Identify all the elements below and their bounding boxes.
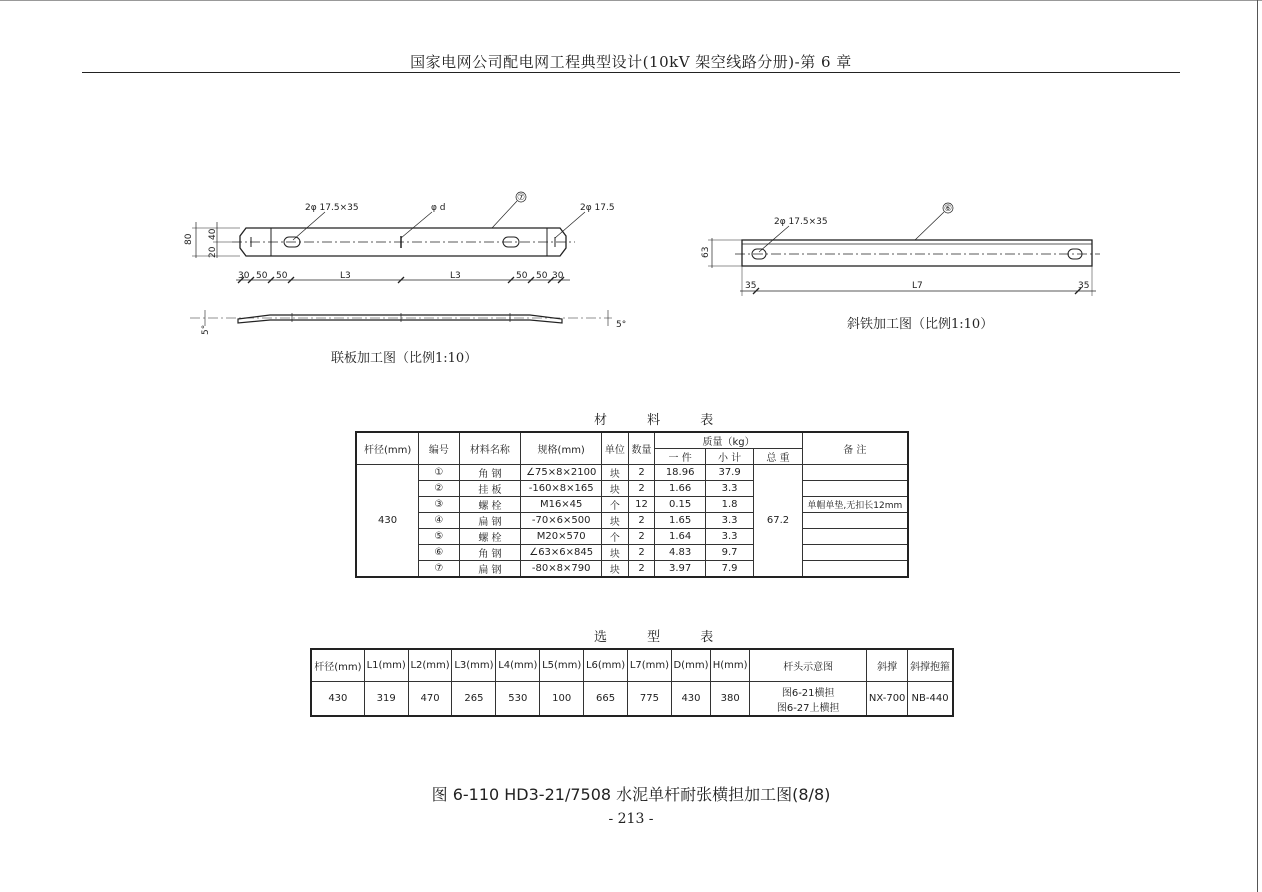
cell-each: 3.97 bbox=[655, 561, 706, 578]
table-row bbox=[356, 481, 908, 497]
table-row bbox=[356, 545, 908, 561]
cell-no: ⑤ bbox=[419, 529, 459, 545]
cell-qty: 2 bbox=[628, 513, 655, 529]
cell-each: 18.96 bbox=[655, 465, 706, 481]
col-diameter: 杆径(mm) bbox=[356, 432, 419, 465]
sel-col-clamp: 斜撑抱箍 bbox=[908, 649, 953, 682]
dim-h-4: L3 bbox=[340, 271, 351, 281]
col-no: 编号 bbox=[419, 432, 459, 465]
cell-spec: -160×8×165 bbox=[521, 481, 602, 497]
dim-h-8: 30 bbox=[552, 271, 564, 281]
sel-cell: 100 bbox=[540, 682, 584, 717]
left-end-hole-callout: 2φ 17.5 bbox=[580, 203, 615, 213]
cell-qty: 2 bbox=[628, 481, 655, 497]
sel-cell: 265 bbox=[452, 682, 496, 717]
sel-cell-clamp: NB-440 bbox=[908, 682, 953, 717]
dim-bar-height: 63 bbox=[701, 246, 711, 258]
cell-spec: -70×6×500 bbox=[521, 513, 602, 529]
cell-name: 螺 栓 bbox=[459, 529, 521, 545]
cell-remark bbox=[802, 513, 908, 529]
selection-table bbox=[310, 648, 954, 717]
dim-h-2: 50 bbox=[256, 271, 268, 281]
sel-cell: 470 bbox=[408, 682, 452, 717]
col-total: 总 重 bbox=[754, 449, 802, 465]
materials-table-title: 材 料 表 bbox=[594, 413, 732, 428]
cell-subtotal: 9.7 bbox=[705, 545, 753, 561]
dim-top-height: 40 bbox=[208, 228, 218, 240]
sel-cell-brace: NX-700 bbox=[867, 682, 908, 717]
dim-r-1: 35 bbox=[745, 281, 757, 291]
cell-no: ③ bbox=[419, 497, 459, 513]
cell-remark bbox=[802, 545, 908, 561]
cell-unit: 块 bbox=[602, 545, 629, 561]
cell-no: ④ bbox=[419, 513, 459, 529]
dim-h-6: 50 bbox=[516, 271, 528, 281]
brace-bar-view bbox=[708, 203, 1100, 296]
cell-no: ① bbox=[419, 465, 459, 481]
col-remark: 备 注 bbox=[802, 432, 908, 465]
cell-subtotal: 3.3 bbox=[705, 513, 753, 529]
col-subtotal: 小 计 bbox=[705, 449, 753, 465]
cell-unit: 块 bbox=[602, 465, 629, 481]
diagram-ref-1: 图6-21横担 bbox=[781, 687, 835, 699]
col-unit: 单位 bbox=[602, 432, 629, 465]
cell-subtotal: 3.3 bbox=[705, 481, 753, 497]
cell-subtotal: 7.9 bbox=[705, 561, 753, 578]
cell-qty: 2 bbox=[628, 561, 655, 578]
cell-remark bbox=[802, 481, 908, 497]
sel-col-l1: L1(mm) bbox=[364, 649, 408, 682]
sel-col-h: H(mm) bbox=[711, 649, 750, 682]
cell-unit: 块 bbox=[602, 481, 629, 497]
sel-col-l7: L7(mm) bbox=[627, 649, 671, 682]
cell-remark bbox=[802, 529, 908, 545]
cell-spec: M16×45 bbox=[521, 497, 602, 513]
col-mass: 质量（kg） bbox=[655, 432, 802, 449]
sel-cell: 665 bbox=[584, 682, 628, 717]
cell-name: 螺 栓 bbox=[459, 497, 521, 513]
diameter-cell: 430 bbox=[356, 465, 419, 578]
sel-cell: 430 bbox=[671, 682, 710, 717]
brace-caption: 斜铁加工图（比例1:10） bbox=[847, 317, 994, 332]
cell-spec: ∠75×8×2100 bbox=[521, 465, 602, 481]
left-slot-callout: 2φ 17.5×35 bbox=[305, 203, 359, 213]
cell-no: ② bbox=[419, 481, 459, 497]
dim-h-1: 30 bbox=[238, 271, 250, 281]
dim-h-3: 50 bbox=[276, 271, 288, 281]
dim-bottom-height: 20 bbox=[208, 246, 218, 258]
col-name: 材料名称 bbox=[459, 432, 521, 465]
cell-qty: 2 bbox=[628, 465, 655, 481]
table-row bbox=[356, 465, 908, 481]
sel-cell: 380 bbox=[711, 682, 750, 717]
cell-spec: -80×8×790 bbox=[521, 561, 602, 578]
cell-each: 1.66 bbox=[655, 481, 706, 497]
right-part-number: ⑥ bbox=[944, 204, 953, 214]
diagram-ref-2: 图6-27上横担 bbox=[776, 702, 840, 714]
sel-col-d: D(mm) bbox=[671, 649, 710, 682]
page-header-title: 国家电网公司配电网工程典型设计(10kV 架空线路分册)-第 6 章 bbox=[410, 53, 852, 71]
cell-each: 1.65 bbox=[655, 513, 706, 529]
left-part-number: ⑦ bbox=[517, 193, 526, 203]
cell-name: 角 钢 bbox=[459, 465, 521, 481]
angle-left: 5° bbox=[201, 324, 211, 335]
col-spec: 规格(mm) bbox=[521, 432, 602, 465]
page-number: - 213 - bbox=[608, 811, 654, 827]
selection-table-title: 选 型 表 bbox=[594, 630, 732, 645]
cell-subtotal: 3.3 bbox=[705, 529, 753, 545]
cell-qty: 12 bbox=[628, 497, 655, 513]
cell-unit: 块 bbox=[602, 561, 629, 578]
cell-each: 1.64 bbox=[655, 529, 706, 545]
link-plate-side-view bbox=[190, 310, 612, 326]
cell-qty: 2 bbox=[628, 529, 655, 545]
cell-name: 角 钢 bbox=[459, 545, 521, 561]
sel-col-l2: L2(mm) bbox=[408, 649, 452, 682]
sel-cell: 430 bbox=[311, 682, 364, 717]
dim-h-7: 50 bbox=[536, 271, 548, 281]
col-each: 一 件 bbox=[655, 449, 706, 465]
cell-qty: 2 bbox=[628, 545, 655, 561]
cell-remark bbox=[802, 561, 908, 578]
link-plate-top-view bbox=[192, 192, 585, 283]
cell-no: ⑥ bbox=[419, 545, 459, 561]
dim-r-2: L7 bbox=[912, 281, 923, 291]
sel-col-diagram: 杆头示意图 bbox=[750, 649, 867, 682]
cell-subtotal: 37.9 bbox=[705, 465, 753, 481]
angle-right: 5° bbox=[616, 320, 627, 330]
left-hole-callout: φ d bbox=[431, 203, 446, 213]
figure-caption: 图 6-110 HD3-21/7508 水泥单杆耐张横担加工图(8/8) bbox=[431, 785, 831, 804]
sel-col-brace: 斜撑 bbox=[867, 649, 908, 682]
cell-remark: 单帽单垫,无扣长12mm bbox=[802, 497, 908, 513]
cell-name: 挂 板 bbox=[459, 481, 521, 497]
technical-drawings bbox=[0, 0, 1262, 400]
sel-cell: 775 bbox=[627, 682, 671, 717]
sel-col-l4: L4(mm) bbox=[496, 649, 540, 682]
cell-spec: ∠63×6×845 bbox=[521, 545, 602, 561]
cell-name: 扁 钢 bbox=[459, 513, 521, 529]
dim-total-height: 80 bbox=[184, 233, 194, 245]
sel-col-l3: L3(mm) bbox=[452, 649, 496, 682]
cell-each: 4.83 bbox=[655, 545, 706, 561]
sel-cell: 530 bbox=[496, 682, 540, 717]
dim-r-3: 35 bbox=[1078, 281, 1090, 291]
dim-h-5: L3 bbox=[450, 271, 461, 281]
cell-remark bbox=[802, 465, 908, 481]
sel-cell-diagram bbox=[750, 682, 867, 717]
cell-spec: M20×570 bbox=[521, 529, 602, 545]
table-row bbox=[311, 682, 953, 717]
cell-unit: 个 bbox=[602, 497, 629, 513]
cell-name: 扁 钢 bbox=[459, 561, 521, 578]
cell-unit: 个 bbox=[602, 529, 629, 545]
cell-no: ⑦ bbox=[419, 561, 459, 578]
cell-unit: 块 bbox=[602, 513, 629, 529]
table-row bbox=[356, 513, 908, 529]
total-mass-cell: 67.2 bbox=[754, 465, 802, 578]
right-slot-callout: 2φ 17.5×35 bbox=[774, 217, 828, 227]
table-row bbox=[356, 497, 908, 513]
col-qty: 数量 bbox=[628, 432, 655, 465]
materials-table bbox=[355, 431, 909, 578]
sel-cell: 319 bbox=[364, 682, 408, 717]
sel-col-diameter: 杆径(mm) bbox=[311, 649, 364, 682]
table-row bbox=[356, 529, 908, 545]
cell-subtotal: 1.8 bbox=[705, 497, 753, 513]
link-plate-caption: 联板加工图（比例1:10） bbox=[331, 351, 478, 366]
sel-col-l6: L6(mm) bbox=[584, 649, 628, 682]
table-row bbox=[356, 561, 908, 578]
cell-each: 0.15 bbox=[655, 497, 706, 513]
sel-col-l5: L5(mm) bbox=[540, 649, 584, 682]
